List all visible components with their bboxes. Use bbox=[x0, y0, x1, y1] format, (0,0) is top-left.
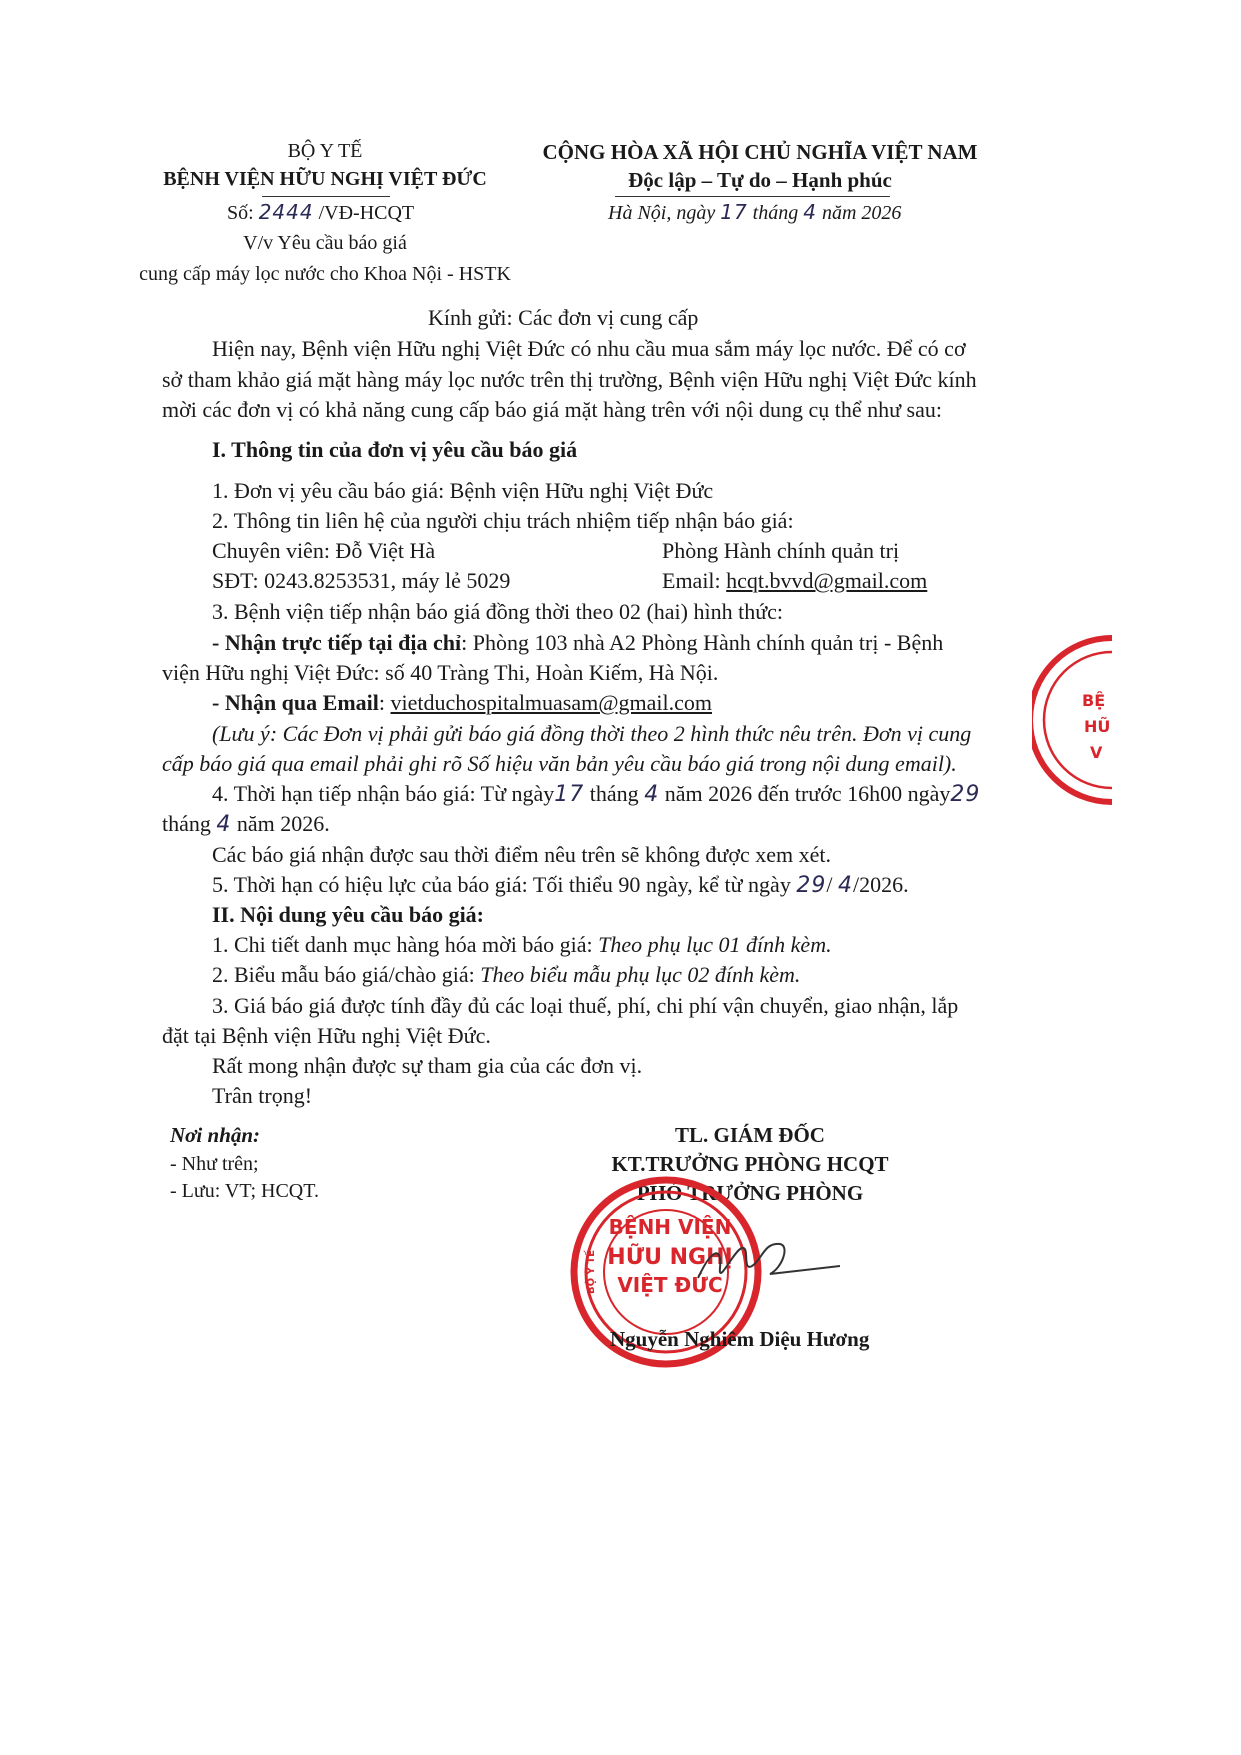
svg-text:V: V bbox=[1090, 743, 1103, 762]
svg-text:BỆ: BỆ bbox=[1082, 691, 1106, 710]
contact-email-link[interactable]: hcqt.bvvd@gmail.com bbox=[726, 568, 928, 593]
intro-line-3: mời các đơn vị có khả năng cung cấp báo giá mặt hàng trên với nội dung cụ thể như sau: bbox=[162, 397, 942, 422]
section-1-item-3: 3. Bệnh viện tiếp nhận báo giá đồng thời theo 02 (hai) hình thức: bbox=[212, 599, 784, 624]
direct-receipt-line-1: - Nhận trực tiếp tại địa chỉ: Phòng 103 nhà A2 Phòng Hành chính quản trị - Bệnh bbox=[212, 630, 944, 655]
seal-text-line-3: VIỆT ĐỨC bbox=[617, 1273, 723, 1297]
edge-seal-fragment bbox=[1032, 630, 1112, 810]
seal-text-line-2: HỮU NGHỊ bbox=[607, 1245, 733, 1270]
seal-side-text: BỘ Y TẾ bbox=[586, 1250, 597, 1294]
section-1-item-1: 1. Đơn vị yêu cầu báo giá: Bệnh viện Hữu nghị Việt Đức bbox=[212, 478, 714, 503]
recipients-title: Nơi nhận: bbox=[170, 1123, 261, 1147]
recipient-1: - Như trên; bbox=[170, 1153, 259, 1175]
section-1-item-5: 5. Thời hạn có hiệu lực của báo giá: Tối thiểu 90 ngày, kể từ ngày 29/ 4/2026. bbox=[212, 872, 909, 898]
intro-line-2: sở tham khảo giá mặt hàng máy lọc nước trên thị trường, Bệnh viện Hữu nghị Việt Đức kính bbox=[162, 367, 977, 392]
signature-title-1: TL. GIÁM ĐỐC bbox=[675, 1123, 825, 1147]
section-1-item-4-cont: tháng 4 năm 2026. bbox=[162, 811, 330, 837]
subject-line-2: cung cấp máy lọc nước cho Khoa Nội - HSTK bbox=[139, 263, 511, 285]
note-line-1: (Lưu ý: Các Đơn vị phải gửi báo giá đồng thời theo 2 hình thức nêu trên. Đơn vị cung bbox=[212, 721, 972, 746]
hospital-underline bbox=[262, 196, 390, 197]
recipient-2: - Lưu: VT; HCQT. bbox=[170, 1180, 319, 1202]
motto: Độc lập – Tự do – Hạnh phúc bbox=[628, 168, 892, 192]
contact-phone: SĐT: 0243.8253531, máy lẻ 5029 bbox=[212, 568, 511, 593]
section-2-item-1: 1. Chi tiết danh mục hàng hóa mời báo giá: Theo phụ lục 01 đính kèm. bbox=[212, 932, 832, 957]
handwritten-signature bbox=[690, 1228, 850, 1298]
signature-title-2: KT.TRƯỞNG PHÒNG HCQT bbox=[611, 1152, 889, 1176]
motto-underline bbox=[615, 196, 890, 197]
contact-email-line bbox=[662, 568, 927, 594]
nation-name: CỘNG HÒA XÃ HỘI CHỦ NGHĨA VIỆT NAM bbox=[542, 140, 978, 164]
signer-name: Nguyễn Nghiêm Diệu Hương bbox=[610, 1327, 870, 1351]
section-1-item-2: 2. Thông tin liên hệ của người chịu trách nhiệm tiếp nhận báo giá: bbox=[212, 508, 794, 533]
issue-date: Hà Nội, ngày 17 tháng 4 năm 2026 bbox=[608, 200, 902, 224]
email-receipt-line: - Nhận qua Email: vietduchospitalmuasam@gmail.com bbox=[212, 690, 712, 715]
late-note: Các báo giá nhận được sau thời điểm nêu trên sẽ không được xem xét. bbox=[212, 842, 831, 867]
subject-line-1: V/v Yêu cầu báo giá bbox=[243, 232, 407, 254]
section-2-item-3-line-2: đặt tại Bệnh viện Hữu nghị Việt Đức. bbox=[162, 1023, 491, 1048]
ministry-name: BỘ Y TẾ bbox=[287, 140, 363, 162]
intro-line-1: Hiện nay, Bệnh viện Hữu nghị Việt Đức có nhu cầu mua sắm máy lọc nước. Để có cơ bbox=[212, 336, 966, 361]
salutation: Kính gửi: Các đơn vị cung cấp bbox=[428, 305, 699, 330]
section-2-item-2: 2. Biểu mẫu báo giá/chào giá: Theo biểu mẫu phụ lục 02 đính kèm. bbox=[212, 962, 801, 987]
contact-email-label: Email: bbox=[662, 568, 721, 593]
contact-department: Phòng Hành chính quản trị bbox=[662, 538, 900, 563]
receipt-email-link[interactable]: vietduchospitalmuasam@gmail.com bbox=[390, 690, 712, 715]
document-number: Số: 2444 /VĐ-HCQT bbox=[227, 200, 415, 224]
signature-title-3: PHÓ TRƯỞNG PHÒNG bbox=[636, 1181, 864, 1205]
section-2-title: II. Nội dung yêu cầu báo giá: bbox=[212, 902, 485, 927]
direct-receipt-line-2: viện Hữu nghị Việt Đức: số 40 Tràng Thi, Hoàn Kiếm, Hà Nội. bbox=[162, 660, 719, 685]
section-2-item-3-line-1: 3. Giá báo giá được tính đầy đủ các loại thuế, phí, chi phí vận chuyển, giao nhận, lắp bbox=[212, 993, 959, 1018]
svg-text:HŨ: HŨ bbox=[1084, 717, 1111, 736]
section-1-item-4: 4. Thời hạn tiếp nhận báo giá: Từ ngày17 tháng 4 năm 2026 đến trước 16h00 ngày29 bbox=[212, 781, 981, 807]
closing-line-1: Rất mong nhận được sự tham gia của các đơn vị. bbox=[212, 1053, 643, 1078]
note-line-2: cấp báo giá qua email phải ghi rõ Số hiệu văn bản yêu cầu báo giá trong nội dung email). bbox=[162, 751, 957, 776]
seal-text-line-1: BỆNH VIỆN bbox=[608, 1215, 732, 1239]
closing-line-2: Trân trọng! bbox=[212, 1083, 313, 1108]
hospital-name: BỆNH VIỆN HỮU NGHỊ VIỆT ĐỨC bbox=[163, 168, 487, 190]
contact-name: Chuyên viên: Đỗ Việt Hà bbox=[212, 538, 436, 563]
section-1-title: I. Thông tin của đơn vị yêu cầu báo giá bbox=[212, 437, 578, 462]
